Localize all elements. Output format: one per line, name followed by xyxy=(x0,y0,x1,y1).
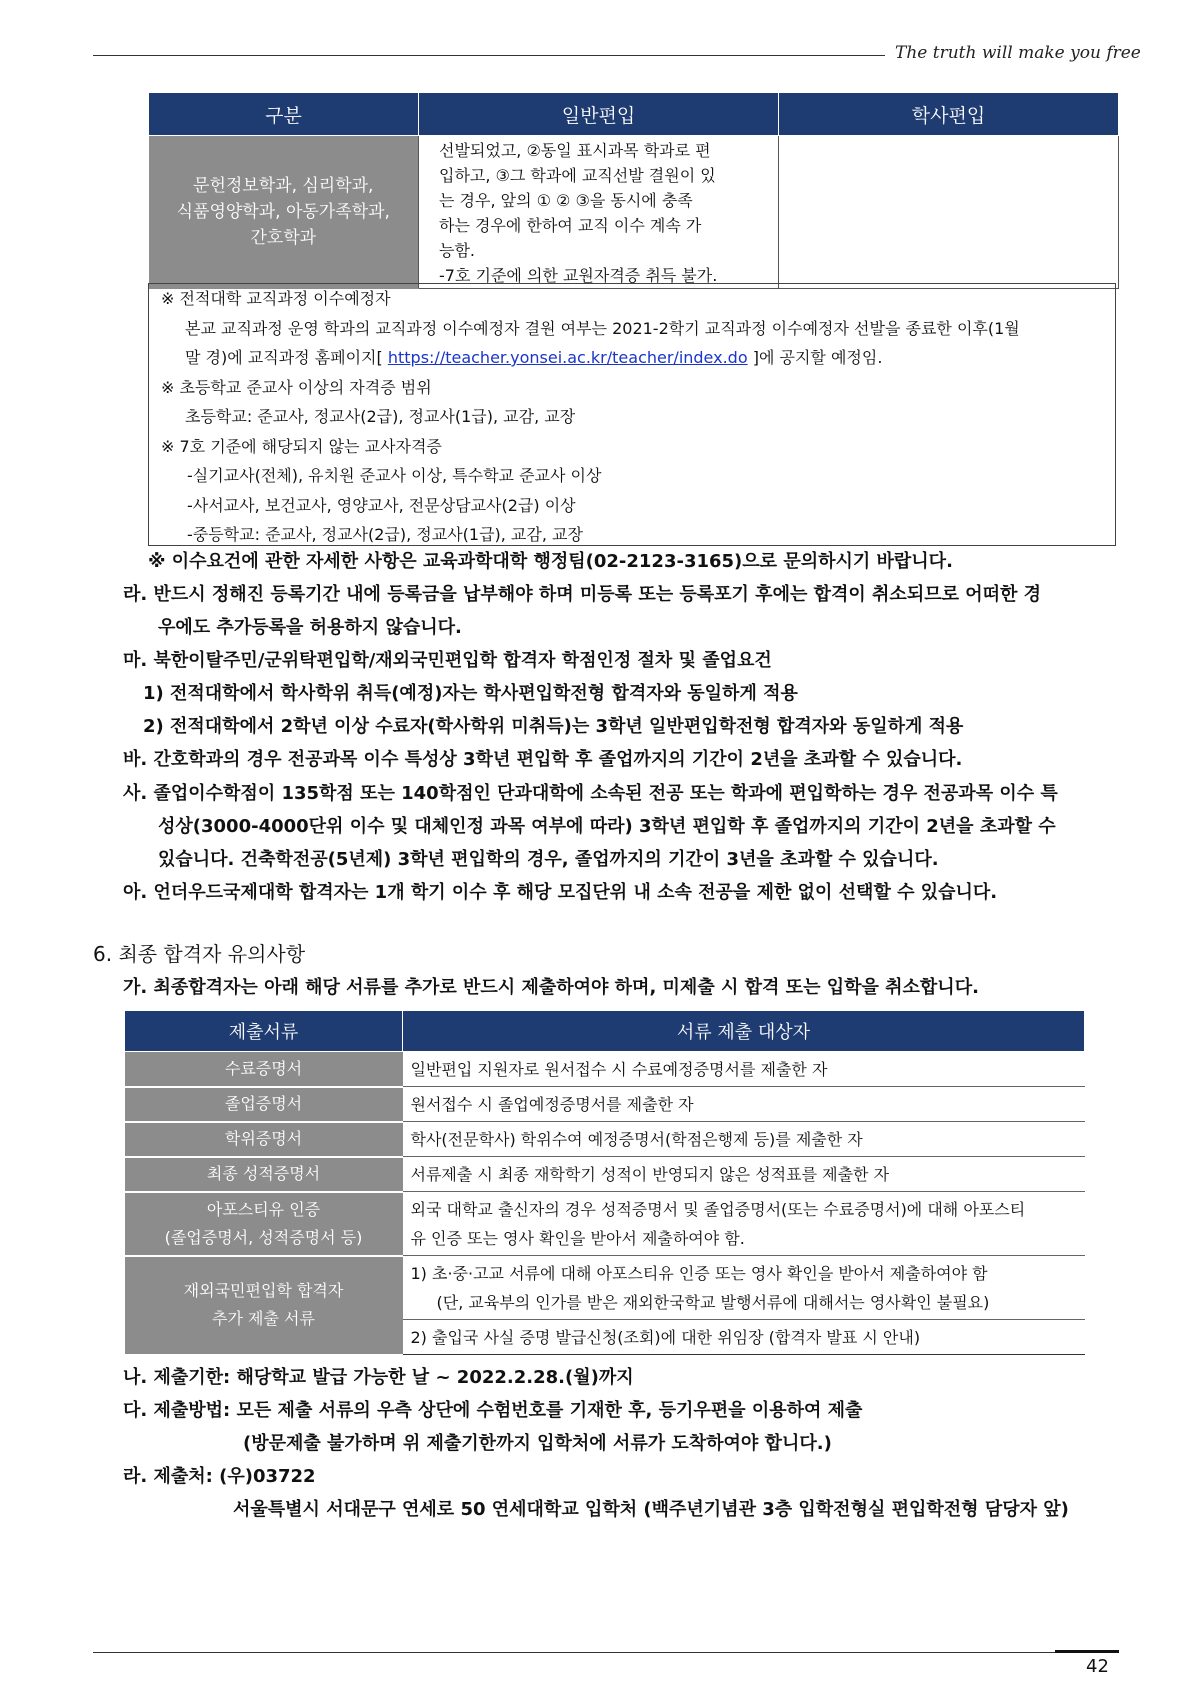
header-rule xyxy=(93,55,885,56)
col-header-bachelor-transfer: 학사편입 xyxy=(779,93,1119,136)
doc-label: 졸업증명서 xyxy=(125,1087,403,1122)
item-sa-cont: 성상(3000-4000단위 이수 및 대체인정 과목 여부에 따라) 3학년 편입학 후 졸업까지의 기간이 2년을 초과할 수 xyxy=(158,816,1056,837)
doc-target: 원서접수 시 졸업예정증명서를 제출한 자 xyxy=(403,1087,1085,1122)
row-label-departments: 문헌정보학과, 심리학과, 식품영양학과, 아동가족학과, 간호학과 xyxy=(149,136,419,289)
note-text: 초등학교: 준교사, 정교사(2급), 정교사(1급), 교감, 교장 xyxy=(185,407,576,426)
item-a: 아. 언더우드국제대학 합격자는 1개 학기 이수 후 해당 모집단위 내 소속 전공을 제한 없이 선택할 수 있습니다. xyxy=(123,882,998,903)
item-da-cont: (방문제출 불가하며 위 제출기한까지 입학처에 서류가 도착하여야 합니다.) xyxy=(243,1433,832,1454)
col-header-targets: 서류 제출 대상자 xyxy=(403,1011,1085,1052)
bachelor-transfer-cell xyxy=(779,136,1119,289)
item-sa: 사. 졸업이수학점이 135학점 또는 140학점인 단과대학에 소속된 전공 또는 학과에 편입학하는 경우 전공과목 이수 특 xyxy=(123,783,1058,804)
item-ra: 라. 반드시 정해진 등록기간 내에 등록금을 납부해야 하며 미등록 또는 등록포기 후에는 합격이 취소되므로 어떠한 경 xyxy=(123,584,1042,605)
item-ga: 가. 최종합격자는 아래 해당 서류를 추가로 반드시 제출하여야 하며, 미제출 시 합격 또는 입학을 취소합니다. xyxy=(123,977,979,998)
item-na: 나. 제출기한: 해당학교 발급 가능한 날 ~ 2022.2.28.(월)까지 xyxy=(123,1367,634,1388)
notes-box xyxy=(148,283,1116,546)
teaching-course-table xyxy=(148,92,1119,289)
note-title: ※ 전적대학 교직과정 이수예정자 xyxy=(161,289,391,308)
doc-target: 학사(전문학사) 학위수여 예정증명서(학점은행제 등)를 제출한 자 xyxy=(403,1122,1085,1157)
note-title: ※ 7호 기준에 해당되지 않는 교사자격증 xyxy=(161,436,442,456)
item-ra-cont: 우에도 추가등록을 허용하지 않습니다. xyxy=(158,617,462,638)
item-ra-submit: 라. 제출처: (우)03722 xyxy=(123,1466,316,1487)
doc-target-overseas-2: 2) 출입국 사실 증명 발급신청(조회)에 대한 위임장 (합격자 발표 시 안내) xyxy=(403,1320,1085,1355)
item-ma: 마. 북한이탈주민/군위탁편입학/재외국민편입학 합격자 학점인정 절차 및 졸업요건 xyxy=(123,650,772,671)
item-ma-1: 1) 전적대학에서 학사학위 취득(예정)자는 학사편입학전형 합격자와 동일하게 적용 xyxy=(143,683,798,704)
section-6-title: 6. 최종 합격자 유의사항 xyxy=(93,942,306,966)
note-text: 말 경)에 교직과정 홈페이지[ https://teacher.yonsei.ac.kr/teacher/index.do ]에 공지할 예정임. xyxy=(185,348,883,367)
note-title: ※ 초등학교 준교사 이상의 자격증 범위 xyxy=(161,377,432,397)
doc-target: 서류제출 시 최종 재학학기 성적이 반영되지 않은 성적표를 제출한 자 xyxy=(403,1157,1085,1192)
col-header-documents: 제출서류 xyxy=(125,1011,403,1052)
col-header-category: 구분 xyxy=(149,93,419,136)
note-text: 본교 교직과정 운영 학과의 교직과정 이수예정자 결원 여부는 2021-2학기 교직과정 이수예정자 선발을 종료한 이후(1월 xyxy=(185,318,1020,338)
doc-label: 학위증명서 xyxy=(125,1122,403,1157)
note-text: -사서교사, 보건교사, 영양교사, 전문상담교사(2급) 이상 xyxy=(187,495,576,515)
item-ba: 바. 간호학과의 경우 전공과목 이수 특성상 3학년 편입학 후 졸업까지의 기간이 2년을 초과할 수 있습니다. xyxy=(123,749,963,770)
header-motto: The truth will make you free xyxy=(895,43,1141,63)
general-transfer-cell: 선발되었고, ②동일 표시과목 학과로 편 입하고, ③그 학과에 교직선발 결원이 있 는 경우, 앞의 ① ② ③을 동시에 충족 하는 경우에 한하여 교직 이수 계속 가 능함. -7호 기준에 의한 교원자격증 취득 불가. xyxy=(419,136,779,289)
page-number: 42 xyxy=(1086,1656,1109,1677)
doc-target-apostille: 외국 대학교 출신자의 경우 성적증명서 및 졸업증명서(또는 수료증명서)에 대해 아포스티 유 인증 또는 영사 확인을 받아서 제출하여야 함. xyxy=(403,1192,1085,1256)
footer-page-mark xyxy=(1055,1650,1119,1653)
item-da: 다. 제출방법: 모든 제출 서류의 우측 상단에 수험번호를 기재한 후, 등기우편을 이용하여 제출 xyxy=(123,1400,863,1421)
item-sa-cont: 있습니다. 건축학전공(5년제) 3학년 편입학의 경우, 졸업까지의 기간이 3년을 초과할 수 있습니다. xyxy=(158,849,939,870)
doc-label: 최종 성적증명서 xyxy=(125,1157,403,1192)
note-text: -중등학교: 준교사, 정교사(2급), 정교사(1급), 교감, 교장 xyxy=(187,525,583,544)
doc-target: 일반편입 지원자로 원서접수 시 수료예정증명서를 제출한 자 xyxy=(403,1052,1085,1087)
submit-address: 서울특별시 서대문구 연세로 50 연세대학교 입학처 (백주년기념관 3층 입학전형실 편입학전형 담당자 앞) xyxy=(233,1499,1069,1520)
doc-label-apostille: 아포스티유 인증 (졸업증명서, 성적증명서 등) xyxy=(125,1192,403,1256)
doc-label: 수료증명서 xyxy=(125,1052,403,1087)
item-ma-2: 2) 전적대학에서 2학년 이상 수료자(학사학위 미취득)는 3학년 일반편입학전형 합격자와 동일하게 적용 xyxy=(143,716,964,737)
required-documents-table xyxy=(124,1010,1085,1356)
teacher-homepage-link[interactable]: https://teacher.yonsei.ac.kr/teacher/index.do xyxy=(387,348,748,367)
doc-target-overseas-1: 1) 초·중·고교 서류에 대해 아포스티유 인증 또는 영사 확인을 받아서 제출하여야 함 (단, 교육부의 인가를 받은 재외한국학교 발행서류에 대해서는 영사확인 불필요) xyxy=(403,1256,1085,1320)
inquiry-note: ※ 이수요건에 관한 자세한 사항은 교육과학대학 행정팀(02-2123-3165)으로 문의하시기 바랍니다. xyxy=(148,551,953,572)
footer-rule xyxy=(93,1652,1119,1653)
doc-label-overseas: 재외국민편입학 합격자 추가 제출 서류 xyxy=(125,1256,403,1355)
note-text: -실기교사(전체), 유치원 준교사 이상, 특수학교 준교사 이상 xyxy=(187,466,602,485)
col-header-general-transfer: 일반편입 xyxy=(419,93,779,136)
